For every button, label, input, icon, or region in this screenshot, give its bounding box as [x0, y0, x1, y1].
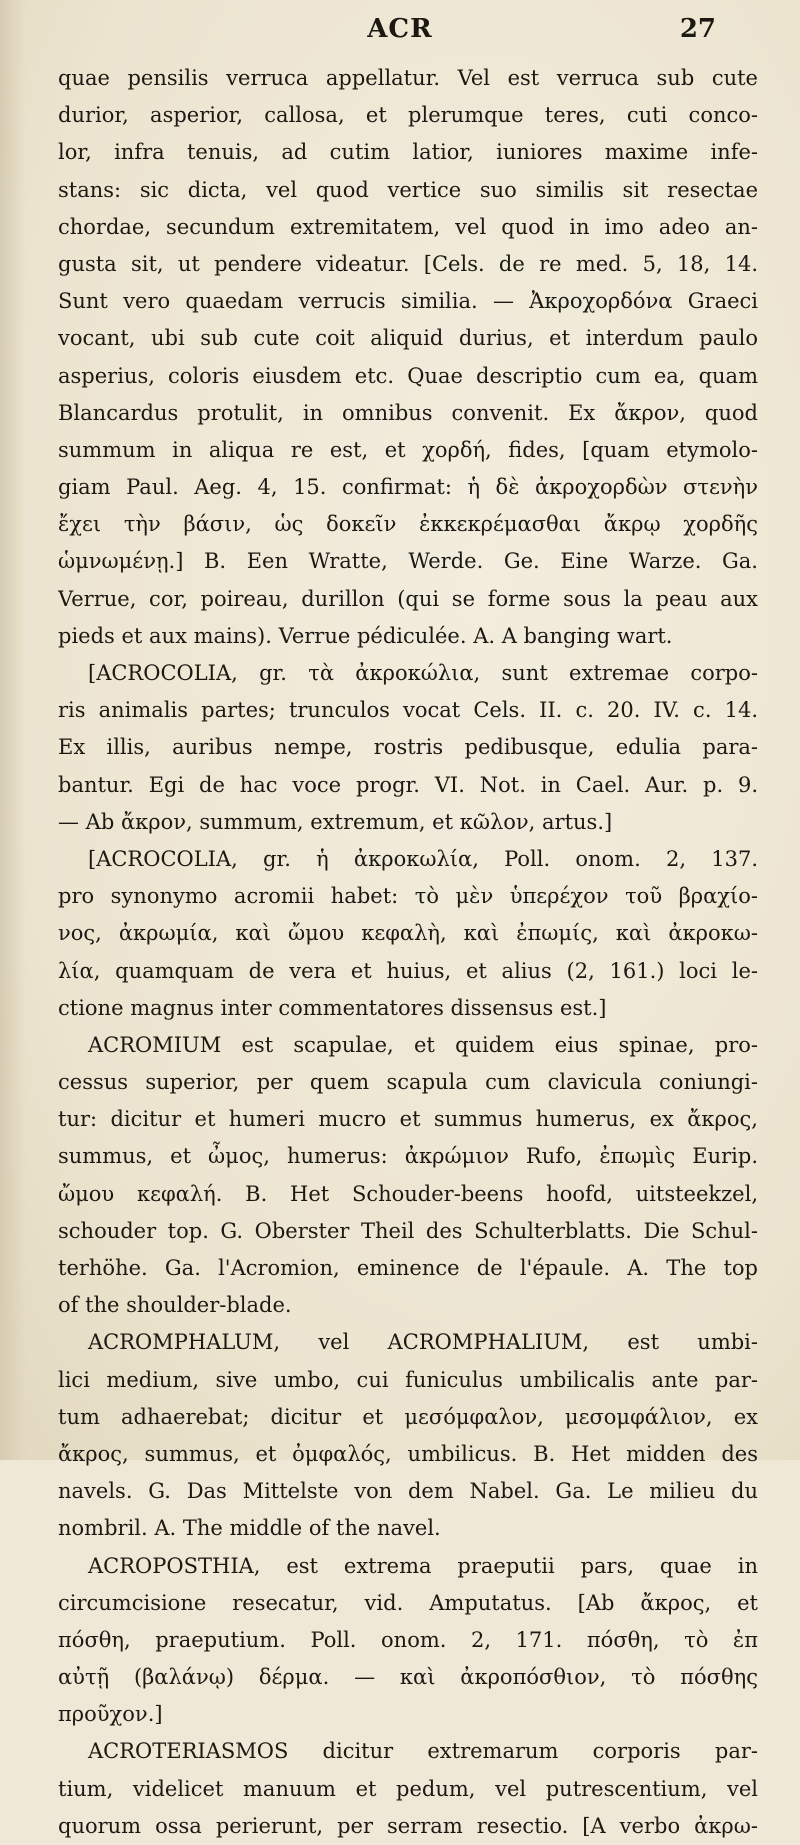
text-line: stans: sic dicta, vel quod vertice suo similis sit resectae: [58, 177, 758, 202]
text-line: lici medium, sive umbo, cui funiculus umbilicalis ante par-: [58, 1367, 758, 1392]
text-line: ἔχει τὴν βάσιν, ὡς δοκεῖν ἐκκεκρέμασθαι ἄκρῳ χορδῆς: [58, 512, 758, 537]
text-line: terhöhe. Ga. l'Acromion, eminence de l'épaule. A. The top: [58, 1256, 758, 1280]
text-line: tur: dicitur et humeri mucro et summus humerus, ex ἄκρος,: [58, 1107, 758, 1132]
text-line: ctione magnus inter commentatores dissensus est.]: [58, 995, 607, 1020]
running-head: ACR: [367, 14, 433, 44]
text-line: cessus superior, per quem scapula cum clavicula coniungi-: [58, 1070, 758, 1095]
page-gutter-shadow: [0, 0, 26, 1460]
text-line: λία, quamquam de vera et huius, et alius (2, 161.) loci le-: [58, 958, 758, 983]
text-line: ris animalis partes; trunculos vocat Cels. II. c. 20. IV. c. 14.: [58, 698, 758, 723]
text-line: προῦχον.]: [58, 1702, 163, 1727]
dictionary-text: [58, 60, 758, 1845]
text-line: durior, asperior, callosa, et plerumque teres, cuti conco-: [58, 103, 758, 128]
text-line: summum in aliqua re est, et χορδή, fides, [quam etymolo-: [58, 437, 758, 462]
text-line: giam Paul. Aeg. 4, 15. confirmat: ἡ δὲ ἀκροχορδὼν στενὴν: [58, 475, 758, 500]
text-line: nombril. A. The middle of the navel.: [58, 1516, 441, 1541]
text-line: Blancardus protulit, in omnibus convenit. Ex ἄκρον, quod: [58, 400, 758, 425]
text-line: Ex illis, auribus nempe, rostris pedibusque, edulia para-: [58, 735, 758, 760]
text-line: ἄκρος, summus, et ὀμφαλός, umbilicus. B. Het midden des: [58, 1441, 758, 1466]
text-line: quae pensilis verruca appellatur. Vel est verruca sub cute: [58, 66, 758, 90]
text-line: gusta sit, ut pendere videatur. [Cels. de re med. 5, 18, 14.: [58, 251, 758, 276]
text-line: pro synonymo acromii habet: τὸ μὲν ὑπερέχον τοῦ βραχίο-: [58, 884, 758, 909]
text-line: tum adhaerebat; dicitur et μεσόμφαλον, μεσομφάλιον, ex: [58, 1404, 758, 1429]
text-line: ὤμου κεφαλή. B. Het Schouder-beens hoofd, uitsteekzel,: [58, 1181, 758, 1206]
text-line: bantur. Egi de hac voce progr. VI. Not. in Cael. Aur. p. 9.: [58, 772, 758, 797]
text-line: of the shoulder-blade.: [58, 1293, 292, 1318]
text-line: pieds et aux mains). Verrue pédiculée. A. A banging wart.: [58, 623, 673, 648]
entry-headword-line: [ACROCOLIA, gr. τὰ ἀκροκώλια, sunt extremae corpo-: [88, 661, 758, 685]
text-line: schouder top. G. Oberster Theil des Schulterblatts. Die Schul-: [58, 1218, 758, 1243]
entry-headword-line: [ACROCOLIA, gr. ἡ ἀκροκωλία, Poll. onom. 2, 137.: [88, 846, 758, 871]
text-line: lor, infra tenuis, ad cutim latior, iuniores maxime infe-: [58, 140, 758, 165]
text-line: αὐτῇ (βαλάνῳ) δέρμα. — καὶ ἀκροπόσθιον, τὸ πόσθης: [58, 1665, 758, 1690]
entry-headword-line: ACROMIUM est scapulae, et quidem eius spinae, pro-: [88, 1032, 758, 1057]
page-number: 27: [679, 14, 716, 44]
text-line: chordae, secundum extremitatem, vel quod in imo adeo an-: [58, 214, 758, 239]
text-line: asperius, coloris eiusdem etc. Quae descriptio cum ea, quam: [58, 363, 758, 388]
entry-headword-line: ACROMPHALUM, vel ACROMPHALIUM, est umbi-: [88, 1330, 758, 1355]
page-header: [0, 10, 800, 50]
text-line: πόσθη, praeputium. Poll. onom. 2, 171. πόσθη, τὸ ἐπ: [58, 1627, 758, 1652]
text-line: Verrue, cor, poireau, durillon (qui se forme sous la peau aux: [58, 586, 758, 611]
text-line: — Ab ἄκρον, summum, extremum, et κῶλον, artus.]: [58, 809, 613, 834]
text-line: tium, videlicet manuum et pedum, vel putrescentium, vel: [58, 1776, 758, 1801]
text-line: navels. G. Das Mittelste von dem Nabel. Ga. Le milieu du: [58, 1479, 758, 1504]
text-line: vocant, ubi sub cute coit aliquid durius, et interdum paulo: [58, 326, 758, 351]
text-line: circumcisione resecatur, vid. Amputatus. [Ab ἄκρος, et: [58, 1590, 758, 1615]
text-line: Sunt vero quaedam verrucis similia. — Ἀκροχορδόνα Graeci: [58, 289, 758, 314]
text-line: νος, ἀκρωμία, καὶ ὤμου κεφαλὴ, καὶ ἐπωμίς, καὶ ἀκροκω-: [58, 921, 758, 946]
text-line: summus, et ὦμος, humerus: ἀκρώμιον Rufo, ἐπωμὶς Eurip.: [58, 1144, 758, 1169]
entry-headword-line: ACROPOSTHIA, est extrema praeputii pars, quae in: [88, 1553, 758, 1578]
text-line: quorum ossa perierunt, per serram resectio. [A verbo ἀκρω-: [58, 1813, 758, 1838]
text-line: ὡμνωμένῃ.] B. Een Wratte, Werde. Ge. Eine Warze. Ga.: [58, 549, 758, 574]
entry-headword-line: ACROTERIASMOS dicitur extremarum corporis par-: [88, 1739, 758, 1764]
